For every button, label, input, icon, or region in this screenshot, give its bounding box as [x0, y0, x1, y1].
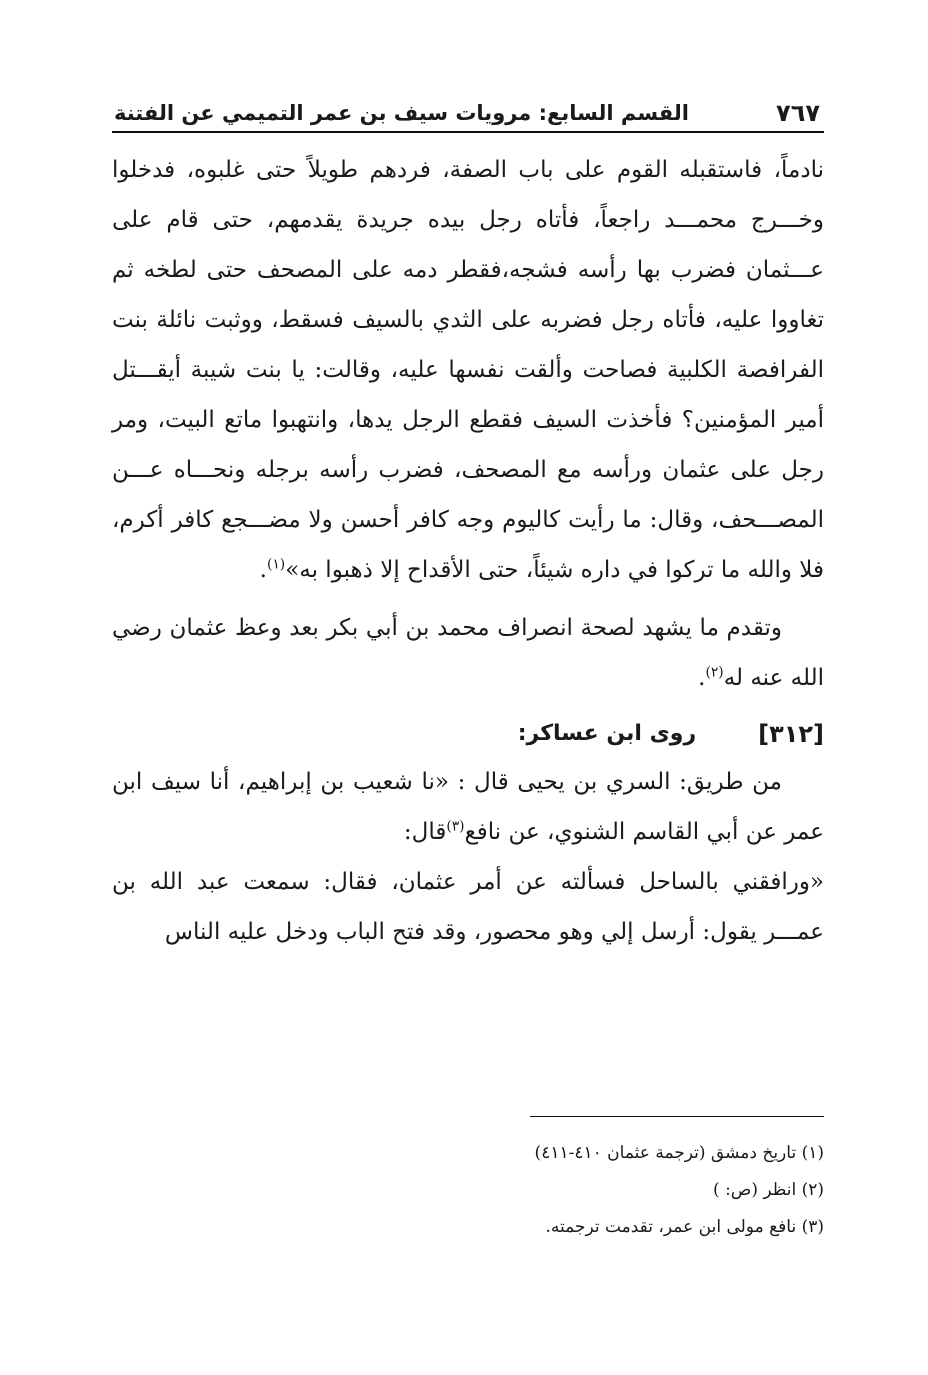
footnote-ref-1: (١)	[266, 556, 286, 573]
paragraph-2	[112, 603, 824, 703]
paragraph-2-end: .	[698, 665, 706, 691]
paragraph-3-end: قال:	[403, 819, 447, 845]
footnote-1: (١) تاريخ دمشق (ترجمة عثمان ٤١٠-٤١١)	[534, 1143, 824, 1163]
paragraph-3	[112, 757, 824, 857]
paragraph-2-text: وتقدم ما يشهد لصحة انصراف محمد بن أبي بكر بعد وعظ عثمان رضي الله عنه له	[112, 615, 824, 691]
header-rule	[112, 131, 824, 133]
footnote-ref-3: (٣)	[446, 818, 465, 835]
paragraph-1-text: نادماً، فاستقبله القوم على باب الصفة، فردهم طويلاً حتى غلبوه، فدخلوا وخـــرج محمـــد راجعاً، فأتاه رجل بيده جريدة يقدمهم، حتى قام على عـــثمان فضرب بها رأسه فشجه،فقطر دمه على المصحف حتى لطخه ثم تغاووا عليه، فأتاه رجل فضربه على الثدي بالسيف فسقط، ووثبت نائلة بنت الفرافصة الكلبية فصاحت وألقت نفسها عليه، وقالت: يا بنت شيبة أيقـــتل أمير المؤمنين؟ فأخذت السيف فقطع الرجل يدها، وانتهبوا ماتع البيت، ومر رجل على عثمان ورأسه مع المصحف، فضرب رأسه برجله ونحـــاه عـــن المصـــحف، وقال: ما رأيت كاليوم وجه كافر أحسن ولا مضـــجع كافر أكرم، فلا والله ما تركوا في داره شيئاً، حتى الأقداح إلا ذهبوا به»	[112, 157, 824, 583]
paragraph-1-end: .	[259, 557, 267, 583]
section-title: روى ابن عساكر:	[517, 721, 697, 746]
footnotes	[300, 1135, 824, 1246]
paragraph-4: «ورافقني بالساحل فسألته عن أمر عثمان، فقال: سمعت عبد الله بن عمـــر يقول: أرسل إلي وهو محصور، وقد فتح الباب ودخل عليه الناس	[112, 869, 824, 945]
footnote-2: (٢) انظر (ص: )	[713, 1180, 824, 1200]
footnote-rule	[530, 1116, 824, 1117]
section-heading	[112, 713, 824, 755]
page-header	[112, 98, 824, 128]
section-number: [٣١٢]	[758, 720, 824, 748]
footnote-3: (٣) نافع مولى ابن عمر، تقدمت ترجمته.	[545, 1217, 824, 1237]
running-title: القسم السابع: مرويات سيف بن عمر التميمي عن الفتنة	[114, 101, 689, 125]
main-text	[112, 145, 824, 957]
page-number: ٧٦٧	[776, 99, 820, 127]
footnote-ref-2: (٢)	[705, 664, 724, 681]
paragraph-3-text: من طريق: السري بن يحيى قال : «نا شعيب بن إبراهيم، أنا سيف ابن عمر عن أبي القاسم الشنوي، عن نافع	[112, 769, 824, 845]
paragraph-1	[112, 145, 824, 595]
